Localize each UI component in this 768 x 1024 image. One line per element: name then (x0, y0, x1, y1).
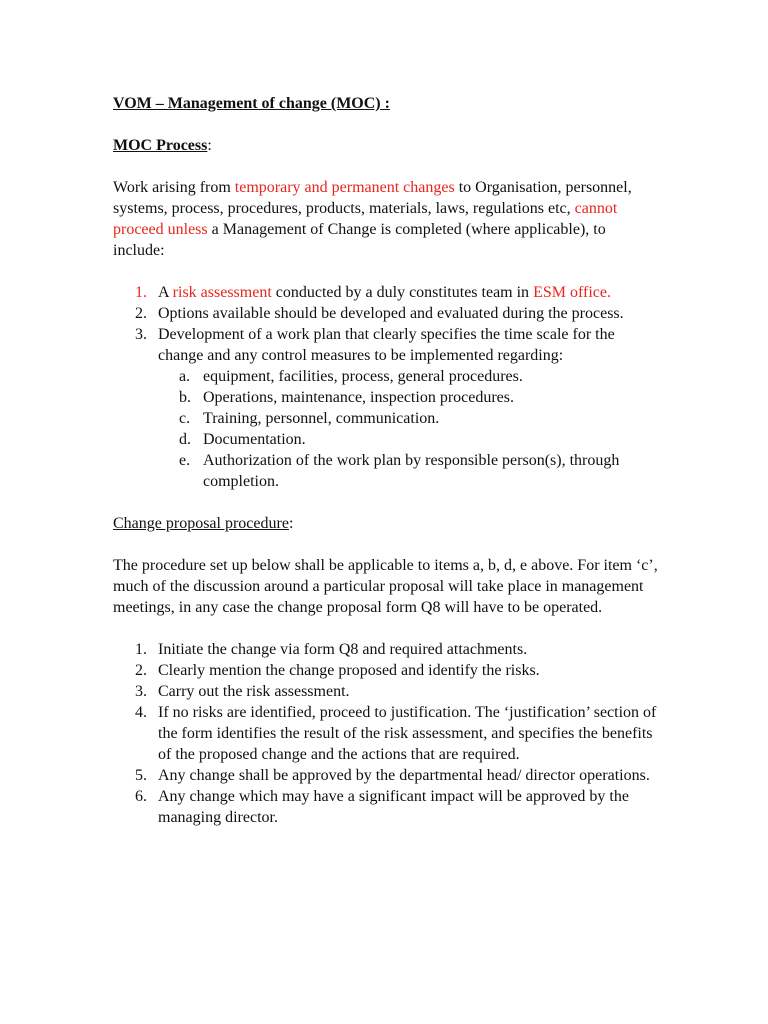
list-item-text: Any change which may have a significant impact will be approved by the managing director. (158, 788, 629, 826)
document-page (113, 93, 658, 828)
sublist-item-letter: c. (179, 410, 191, 427)
sublist-item-text: Training, personnel, communication. (203, 410, 440, 427)
moc-process-heading (113, 135, 658, 156)
sublist-item (113, 387, 658, 408)
list-item-number: 2. (135, 305, 147, 322)
list-item-text: Any change shall be approved by the departmental head/ director operations. (158, 767, 650, 784)
list-item-number: 5. (135, 767, 147, 784)
sublist-item (113, 450, 658, 492)
list-item (113, 765, 658, 786)
list-item-text: Options available should be developed and evaluated during the process. (158, 305, 624, 322)
list-item-number: 3. (135, 326, 147, 343)
sublist-item (113, 429, 658, 450)
change-proposal-intro: The procedure set up below shall be applicable to items a, b, d, e above. For item ‘c’, much of the discussion around a particular proposal will take place in management meetings, in any case the change proposal form Q8 will have to be operated. (113, 557, 658, 616)
intro-highlight-changes: temporary and permanent changes (234, 179, 455, 196)
moc-process-heading-text: MOC Process (113, 137, 208, 154)
moc-process-heading-colon: : (207, 137, 212, 154)
risk-assessment-highlight: risk assessment (172, 284, 272, 301)
list-item-text: Development of a work plan that clearly specifies the time scale for the change and any control measures to be implemented regarding: (158, 326, 615, 364)
intro-text-3: a Management of Change is completed (where applicable), to include: (113, 221, 606, 259)
work-plan-sublist (113, 366, 658, 492)
list-item-text: Clearly mention the change proposed and identify the risks. (158, 662, 540, 679)
sublist-item-text: Authorization of the work plan by responsible person(s), through completion. (203, 452, 620, 490)
change-proposal-heading-colon: : (288, 515, 294, 532)
list-item-text: A (158, 284, 173, 301)
sublist-item-text: Operations, maintenance, inspection procedures. (203, 389, 514, 406)
list-item-number: 1. (135, 641, 147, 658)
moc-requirements-list (113, 282, 658, 366)
sublist-item-text: Documentation. (203, 431, 306, 448)
sublist-item-letter: e. (179, 452, 191, 469)
list-item-text: Carry out the risk assessment. (158, 683, 350, 700)
list-item (113, 681, 658, 702)
moc-intro-paragraph (113, 177, 658, 261)
list-item-number: 1. (135, 284, 147, 301)
change-proposal-steps (113, 639, 658, 828)
list-item-number: 3. (135, 683, 147, 700)
list-item (113, 786, 658, 828)
list-item-number: 6. (135, 788, 147, 805)
list-item (113, 324, 658, 366)
intro-highlight-cannot-proceed: cannot proceed unless (113, 200, 618, 238)
list-item-number: 2. (135, 662, 147, 679)
esm-office-highlight: ESM office. (533, 284, 611, 301)
document-title: VOM – Management of change (MOC) : (113, 95, 390, 112)
sublist-item-letter: a. (179, 368, 191, 385)
list-item-text: Initiate the change via form Q8 and required attachments. (158, 641, 528, 658)
list-item (113, 660, 658, 681)
sublist-item (113, 366, 658, 387)
list-item-text: If no risks are identified, proceed to justification. The ‘justification’ section of the form identifies the result of the risk assessment, and specifies the benefits of the proposed change and the actions that are required. (158, 704, 657, 763)
change-proposal-heading-text: Change proposal procedure (113, 515, 289, 532)
list-item (113, 639, 658, 660)
list-item-number: 4. (135, 704, 147, 721)
list-item (113, 702, 658, 765)
list-item (113, 303, 658, 324)
change-proposal-heading (113, 513, 658, 534)
sublist-item (113, 408, 658, 429)
intro-text-1: Work arising from (113, 179, 235, 196)
sublist-item-letter: d. (179, 431, 191, 448)
sublist-item-letter: b. (179, 389, 191, 406)
list-item (113, 282, 658, 303)
list-item-text: conducted by a duly constitutes team in (271, 284, 534, 301)
sublist-item-text: equipment, facilities, process, general procedures. (203, 368, 523, 385)
intro-text-2: to Organisation, personnel, systems, process, procedures, products, materials, laws, regulations etc, (113, 179, 632, 217)
